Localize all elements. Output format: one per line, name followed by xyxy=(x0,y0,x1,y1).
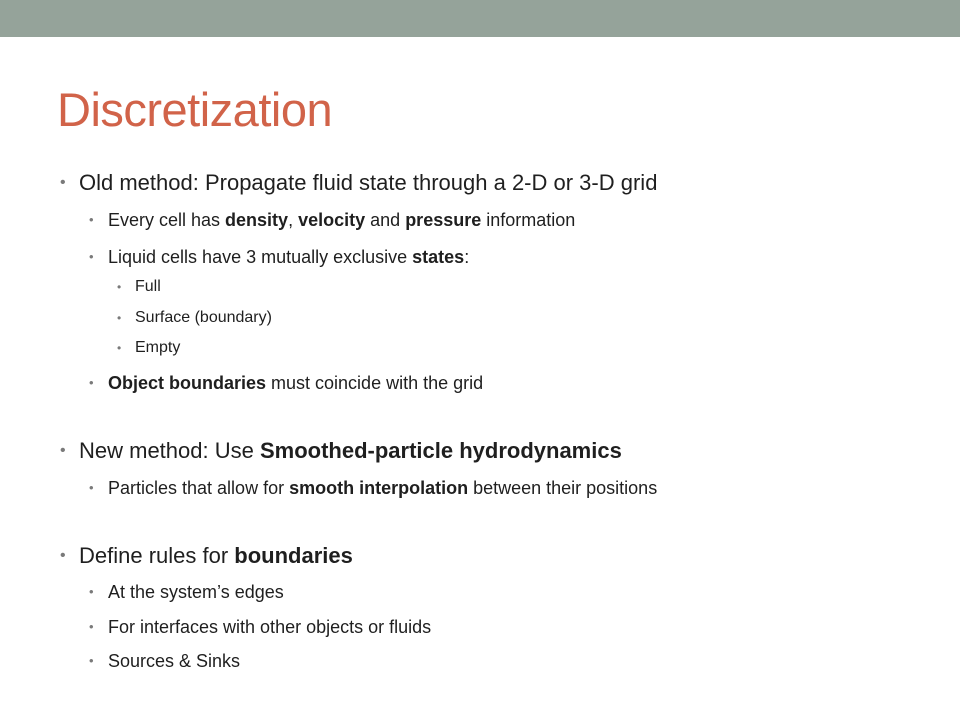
bullet-text: Empty xyxy=(135,339,181,356)
bullet-text: information xyxy=(481,210,576,230)
bullet-dot-icon: • xyxy=(60,547,66,564)
bullet-item-level-2 xyxy=(58,649,240,673)
bullet-text-bold: density xyxy=(225,210,289,230)
bullet-item-level-3 xyxy=(58,337,180,359)
bullet-text-bold: Object boundaries xyxy=(108,373,267,393)
bullet-text-bold: boundaries xyxy=(234,543,353,568)
slide-title: Discretization xyxy=(57,83,333,136)
bullet-dot-icon: • xyxy=(117,341,122,355)
bullet-dot-icon: • xyxy=(89,584,94,599)
bullet-text: must coincide with the grid xyxy=(266,373,484,393)
bullet-text: and xyxy=(365,210,406,230)
bullet-text: At the system’s edges xyxy=(108,582,284,602)
bullet-dot-icon: • xyxy=(117,280,122,294)
bullet-text: New method: Use xyxy=(79,438,260,463)
bullet-text: Every cell has xyxy=(108,210,226,230)
bullet-text: Particles that allow for xyxy=(108,478,290,498)
bullet-text: Liquid cells have 3 mutually exclusive xyxy=(108,247,413,267)
bullet-dot-icon: • xyxy=(89,619,94,634)
bullet-item-level-2 xyxy=(58,245,469,269)
bullet-dot-icon: • xyxy=(89,653,94,668)
bullet-dot-icon: • xyxy=(89,375,94,390)
bullet-item-level-2 xyxy=(58,615,431,639)
bullet-text-bold: Smoothed-particle hydrodynamics xyxy=(259,438,622,463)
bullet-text: between their positions xyxy=(468,478,658,498)
bullet-item-level-2 xyxy=(58,580,284,604)
bullet-text-bold: velocity xyxy=(298,210,366,230)
bullet-text-bold: states xyxy=(412,247,465,267)
bullet-text: Old method: Propagate fluid state through a 2-D or 3-D grid xyxy=(79,170,658,195)
bullet-text-bold: smooth interpolation xyxy=(289,478,469,498)
bullet-item-level-2 xyxy=(58,371,483,395)
bullet-text-bold: pressure xyxy=(405,210,482,230)
bullet-text: Sources & Sinks xyxy=(108,651,241,671)
bullet-text: : xyxy=(464,247,470,267)
bullet-dot-icon: • xyxy=(117,311,122,325)
bullet-text: Surface (boundary) xyxy=(135,309,272,326)
bullet-text: Define rules for xyxy=(79,543,235,568)
slide-top-bar xyxy=(0,0,960,37)
bullet-dot-icon: • xyxy=(89,480,94,495)
bullet-item-level-1 xyxy=(58,541,353,571)
bullet-dot-icon: • xyxy=(60,174,66,191)
bullet-item-level-3 xyxy=(58,307,272,329)
bullet-item-level-1 xyxy=(58,436,622,466)
bullet-dot-icon: • xyxy=(60,442,66,459)
bullet-text: For interfaces with other objects or fluids xyxy=(108,617,432,637)
bullet-item-level-3 xyxy=(58,276,161,298)
bullet-item-level-2 xyxy=(58,476,657,500)
bullet-dot-icon: • xyxy=(89,249,94,264)
bullet-dot-icon: • xyxy=(89,212,94,227)
bullet-item-level-1 xyxy=(58,168,657,198)
bullet-item-level-2 xyxy=(58,208,575,232)
bullet-text: , xyxy=(288,210,299,230)
bullet-text: Full xyxy=(135,278,161,295)
